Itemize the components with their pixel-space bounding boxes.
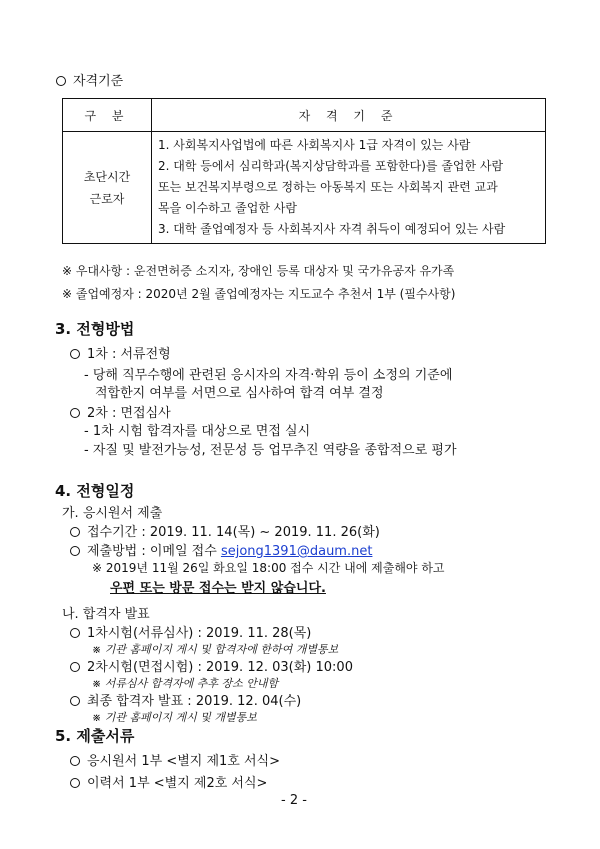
first-result-text: 1차시험(서류심사) : 2019. 11. 28(목)	[87, 626, 312, 641]
stage-2-desc-b: - 자질 및 발전가능성, 전문성 등 업무추진 역량을 종합적으로 평가	[84, 443, 457, 458]
circle-bullet-icon	[70, 546, 80, 556]
second-result-note: ※ 서류심사 합격자에 추후 장소 안내함	[92, 677, 279, 690]
submission-note-emphasis: 우편 또는 방문 접수는 받지 않습니다.	[110, 581, 326, 596]
application-period-text: 접수기간 : 2019. 11. 14(목) ~ 2019. 11. 26(화)	[87, 525, 380, 540]
page-number: - 2 -	[281, 793, 307, 808]
application-period	[70, 521, 380, 540]
graduate-note: ※ 졸업예정자 : 2020년 2월 졸업예정자는 지도교수 추천서 1부 (필수사항)	[62, 287, 456, 301]
category-line: 초단시간	[83, 169, 131, 184]
section-5-title: 5. 제출서류	[55, 727, 135, 745]
circle-bullet-icon	[56, 76, 66, 86]
document-item-1	[70, 750, 280, 769]
stage-1-desc-b: 적합한지 여부를 서면으로 심사하여 합격 여부 결정	[95, 386, 384, 401]
criteria-line: 목을 이수하고 졸업한 사람	[158, 201, 297, 215]
section-3-title: 3. 전형방법	[55, 320, 135, 338]
stage-1-text: 1차 : 서류전형	[87, 347, 171, 362]
category-line: 근로자	[89, 191, 125, 206]
circle-bullet-icon	[70, 349, 80, 359]
criteria-line: 1. 사회복지사업법에 따른 사회복지사 1급 자격이 있는 사람	[158, 138, 471, 152]
stage-2-text: 2차 : 면접심사	[87, 406, 171, 421]
second-result-text: 2차시험(면접시험) : 2019. 12. 03(화) 10:00	[87, 660, 353, 675]
stage-1	[70, 343, 171, 362]
stage-2-desc-a: - 1차 시험 합격자를 대상으로 면접 실시	[84, 424, 311, 439]
circle-bullet-icon	[70, 778, 80, 788]
circle-bullet-icon	[70, 662, 80, 672]
table-header-row	[63, 99, 546, 132]
submission-method	[70, 540, 372, 559]
circle-bullet-icon	[70, 756, 80, 766]
qualification-heading	[56, 70, 123, 89]
circle-bullet-icon	[70, 696, 80, 706]
document-item-2	[70, 772, 267, 791]
table-header-criteria: 자 격 기 준	[152, 99, 546, 132]
email-link[interactable]: sejong1391@daum.net	[220, 544, 373, 559]
criteria-line: 3. 대학 졸업예정자 등 사회복지사 자격 취득이 예정되어 있는 사람	[158, 222, 506, 236]
stage-2	[70, 402, 171, 421]
table-cell-criteria	[152, 132, 546, 244]
sub-b-heading: 나. 합격자 발표	[62, 607, 150, 622]
stage-1-desc-a: - 당해 직무수행에 관련된 응시자의 자격·학위 등이 소정의 기준에	[84, 368, 453, 383]
criteria-line: 2. 대학 등에서 심리학과(복지상담학과를 포함한다)를 졸업한 사람	[158, 159, 504, 173]
circle-bullet-icon	[70, 527, 80, 537]
table-cell-category	[63, 132, 152, 244]
final-result-text: 최종 합격자 발표 : 2019. 12. 04(수)	[87, 694, 302, 709]
second-result	[70, 656, 353, 675]
submission-method-text: 제출방법 : 이메일 접수	[87, 544, 221, 559]
table-header-category: 구 분	[63, 99, 152, 132]
final-result-note: ※ 기관 홈페이지 게시 및 개별통보	[92, 711, 257, 724]
first-result	[70, 622, 311, 641]
first-result-note: ※ 기관 홈페이지 게시 및 합격자에 한하여 개별통보	[92, 643, 339, 656]
qualification-table	[62, 98, 546, 244]
criteria-line: 또는 보건복지부령으로 정하는 아동복지 또는 사회복지 관련 교과	[158, 180, 498, 194]
sub-a-heading: 가. 응시원서 제출	[62, 506, 163, 521]
section-4-title: 4. 전형일정	[55, 482, 135, 500]
document-item-1-text: 응시원서 1부 <별지 제1호 서식>	[87, 754, 280, 769]
submission-note: ※ 2019년 11월 26일 화요일 18:00 접수 시간 내에 제출해야 하고	[92, 561, 445, 575]
qualification-heading-text: 자격기준	[73, 74, 124, 89]
preference-note: ※ 우대사항 : 운전면허증 소지자, 장애인 등록 대상자 및 국가유공자 유가족	[62, 264, 455, 278]
table-row	[63, 132, 546, 244]
final-result	[70, 690, 301, 709]
document-item-2-text: 이력서 1부 <별지 제2호 서식>	[87, 776, 268, 791]
circle-bullet-icon	[70, 628, 80, 638]
circle-bullet-icon	[70, 408, 80, 418]
